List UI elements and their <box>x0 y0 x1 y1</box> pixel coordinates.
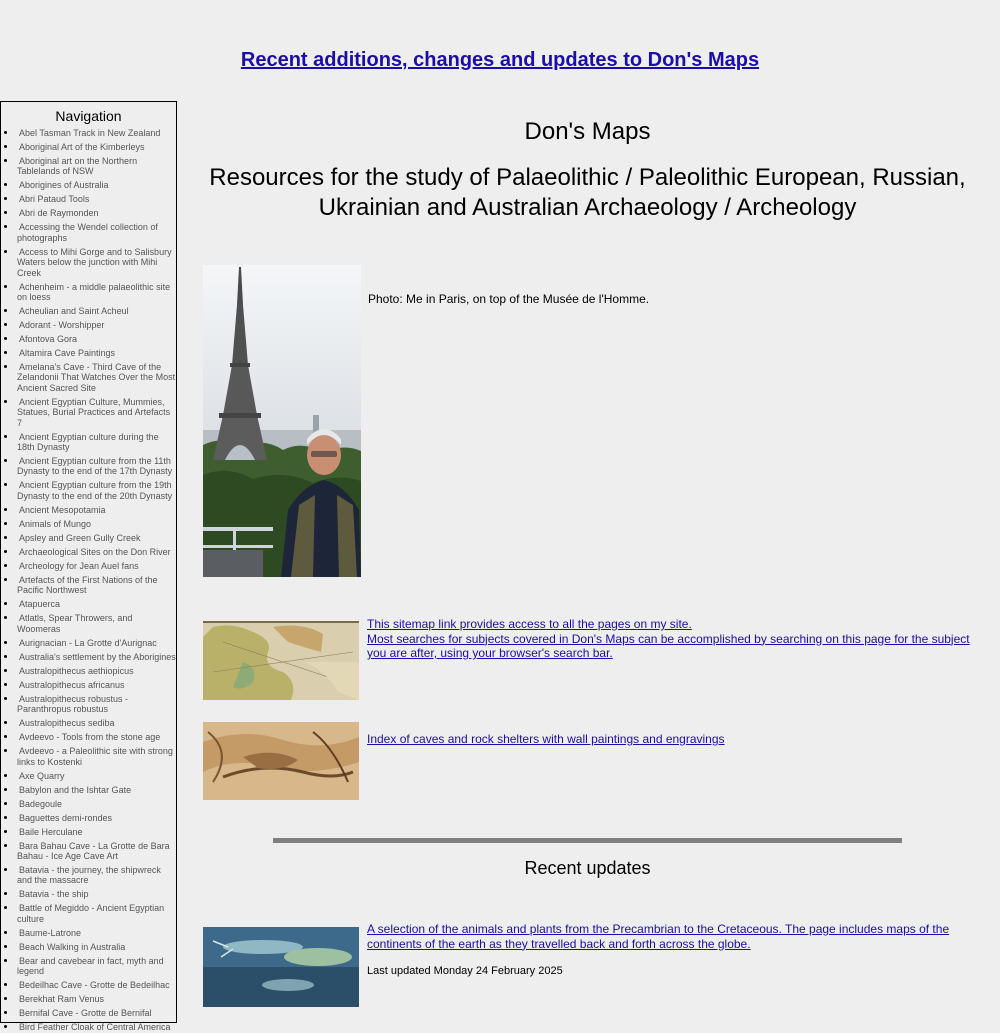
nav-list-item <box>17 694 176 715</box>
nav-list-item <box>17 334 176 344</box>
nav-link[interactable]: Aurignacian - La Grotte d'Aurignac <box>19 637 157 648</box>
nav-link[interactable]: Axe Quarry <box>19 770 65 781</box>
nav-link[interactable]: Avdeevo - a Paleolithic site with strong links to Kostenki <box>17 746 173 767</box>
update-link[interactable]: A selection of the animals and plants from the Precambrian to the Cretaceous. The page includes maps of the continents of the earth as they travelled back and forth across the globe. <box>367 922 950 951</box>
nav-list-item <box>17 194 176 204</box>
recent-updates-heading: Recent updates <box>524 858 651 878</box>
nav-list-item <box>17 208 176 218</box>
recent-additions-link[interactable]: Recent additions, changes and updates to Don's Maps <box>240 49 760 71</box>
nav-link[interactable]: Achenheim - a middle palaeolithic site on loess <box>17 281 171 303</box>
nav-link[interactable]: Abel Tasman Track in New Zealand <box>19 128 161 138</box>
cave-painting-thumbnail[interactable] <box>203 722 359 800</box>
update-date: Last updated Monday 24 February 2025 <box>367 965 563 977</box>
nav-link[interactable]: Access to Mihi Gorge and to Salisbury Waters below the junction with Mihi Creek <box>17 246 172 278</box>
nav-link[interactable]: Afontova Gora <box>19 334 78 345</box>
nav-link[interactable]: Bernifal Cave - Grotte de Bernifal <box>19 1008 152 1019</box>
nav-link[interactable]: Bear and cavebear in fact, myth and legend <box>17 955 164 977</box>
caves-index-link[interactable]: Index of caves and rock shelters with wall paintings and engravings <box>367 732 725 746</box>
nav-link[interactable]: Ancient Egyptian Culture, Mummies, Statues, Burial Practices and Artefacts 7 <box>17 396 171 428</box>
nav-list-item <box>17 519 176 529</box>
nav-list-item <box>17 718 176 728</box>
nav-list-item <box>17 180 176 190</box>
page-title: Don's Maps <box>524 118 651 145</box>
nav-list-item <box>17 865 176 886</box>
nav-link[interactable]: Babylon and the Ishtar Gate <box>19 784 132 795</box>
nav-list-item <box>17 320 176 330</box>
top-updates-heading <box>0 49 1000 72</box>
nav-list-item <box>17 956 176 977</box>
nav-list-item <box>17 156 176 177</box>
nav-link[interactable]: Abri de Raymonden <box>19 208 99 219</box>
search-hint-link[interactable]: Most searches for subjects covered in Don's Maps can be accomplished by searching on this page for the subject you are after, using your browser's search bar. <box>367 631 970 660</box>
nav-list-item <box>17 1008 176 1018</box>
nav-list-item <box>17 732 176 742</box>
nav-list-item <box>17 397 176 428</box>
nav-link[interactable]: Acheulian and Saint Acheul <box>19 306 129 317</box>
nav-link[interactable]: Baile Herculane <box>19 826 83 837</box>
nav-link[interactable]: Beach Walking in Australia <box>19 941 126 952</box>
nav-list-item <box>17 613 176 634</box>
nav-list-item <box>17 638 176 648</box>
nav-list-item <box>17 1022 176 1032</box>
eiffel-tower-photo <box>203 265 361 577</box>
nav-list-item <box>17 889 176 899</box>
nav-link[interactable]: Atlatls, Spear Throwers, and Woomeras <box>17 613 133 634</box>
nav-link[interactable]: Ancient Egyptian culture during the 18th Dynasty <box>17 431 159 453</box>
precambrian-creature-thumbnail[interactable] <box>203 927 359 1007</box>
nav-list-item <box>17 942 176 952</box>
section-divider <box>273 838 902 843</box>
nav-link[interactable]: Batavia - the ship <box>19 889 89 900</box>
nav-list-item <box>17 799 176 809</box>
nav-link[interactable]: Berekhat Ram Venus <box>19 994 105 1005</box>
nav-list-item <box>17 348 176 358</box>
nav-link[interactable]: Bara Bahau Cave - La Grotte de Bara Bahau - Ice Age Cave Art <box>17 840 170 861</box>
navigation-sidebar <box>0 101 177 1033</box>
nav-list-item <box>17 362 176 393</box>
nav-list-item <box>17 432 176 453</box>
nav-link[interactable]: Australia's settlement by the Aborigines <box>19 651 176 662</box>
nav-list-item <box>17 785 176 795</box>
nav-link[interactable]: Atapuerca <box>19 599 61 610</box>
nav-link[interactable]: Abri Pataud Tools <box>19 194 90 205</box>
nav-list-item <box>17 652 176 662</box>
nav-link[interactable]: Archaeological Sites on the Don River <box>19 546 171 557</box>
nav-link[interactable]: Baume-Latrone <box>19 927 82 938</box>
nav-link[interactable]: Amelana's Cave - Third Cave of the Zelandonii That Watches Over the Most Ancient Sacred Site <box>17 362 176 393</box>
sitemap-link[interactable]: This sitemap link provides access to all the pages on my site. <box>367 617 692 631</box>
nav-list-item <box>17 746 176 767</box>
nav-link[interactable]: Aboriginal art on the Northern Tablelands of NSW <box>17 156 138 177</box>
nav-link[interactable]: Aboriginal Art of the Kimberleys <box>19 142 145 152</box>
navigation-title: Navigation <box>55 108 122 124</box>
nav-link[interactable]: Avdeevo - Tools from the stone age <box>19 732 161 743</box>
nav-link[interactable]: Archeology for Jean Auel fans <box>19 560 139 571</box>
nav-link[interactable]: Altamira Cave Paintings <box>19 348 116 359</box>
nav-list-item <box>17 142 176 152</box>
nav-link[interactable]: Bird Feather Cloak of Central America <box>19 1022 171 1033</box>
nav-list-item <box>17 928 176 938</box>
nav-link[interactable]: Bedeilhac Cave - Grotte de Bedeilhac <box>19 980 170 991</box>
nav-list-item <box>17 561 176 571</box>
nav-link[interactable]: Baguettes demi-rondes <box>19 812 113 823</box>
nav-link[interactable]: Artefacts of the First Nations of the Pacific Northwest <box>17 574 158 596</box>
nav-list-item <box>17 575 176 596</box>
nav-list-item <box>17 903 176 924</box>
page-subtitle: Resources for the study of Palaeolithic / Paleolithic European, Russian, Ukrainian and Australian Archaeology / Archeology <box>209 164 966 221</box>
nav-list-item <box>17 247 176 278</box>
nav-list-item <box>17 680 176 690</box>
nav-link[interactable]: Apsley and Green Gully Creek <box>19 532 141 543</box>
navigation-list <box>1 128 176 1033</box>
nav-link[interactable]: Badegoule <box>19 798 63 809</box>
nav-list-item <box>17 505 176 515</box>
nav-list-item <box>17 128 176 138</box>
nav-list-item <box>17 994 176 1004</box>
nav-link[interactable]: Australopithecus robustus - Paranthropus robustus <box>17 693 129 715</box>
nav-list-item <box>17 771 176 781</box>
nav-list-item <box>17 533 176 543</box>
nav-link[interactable]: Australopithecus sediba <box>19 718 115 729</box>
nav-list-item <box>17 980 176 990</box>
nav-list-item <box>17 456 176 477</box>
nav-link[interactable]: Ancient Egyptian culture from the 11th Dynasty to the end of the 17th Dynasty <box>17 456 173 477</box>
nav-link[interactable]: Accessing the Wendel collection of photographs <box>17 222 158 243</box>
caves-index-block <box>367 732 725 746</box>
nav-link[interactable]: Animals of Mungo <box>19 518 92 529</box>
nav-list-item <box>17 480 176 501</box>
photo-caption: Photo: Me in Paris, on top of the Musée de l'Homme. <box>368 292 650 306</box>
nav-link[interactable]: Batavia - the journey, the shipwreck and the massacre <box>17 864 161 886</box>
nav-link[interactable]: Battle of Megiddo - Ancient Egyptian culture <box>17 903 165 924</box>
sitemap-link-block <box>367 617 977 661</box>
nav-list-item <box>17 222 176 243</box>
nav-list-item <box>17 841 176 862</box>
nav-list-item <box>17 599 176 609</box>
nav-link[interactable]: Australopithecus africanus <box>19 679 125 690</box>
nav-link[interactable]: Aborigines of Australia <box>19 180 109 191</box>
nav-list-item <box>17 813 176 823</box>
update-entry <box>367 922 977 951</box>
nav-list-item <box>17 306 176 316</box>
nav-list-item <box>17 666 176 676</box>
nav-link[interactable]: Australopithecus aethiopicus <box>19 665 134 676</box>
nav-link[interactable]: Ancient Egyptian culture from the 19th Dynasty to the end of the 20th Dynasty <box>17 480 173 501</box>
nav-list-item <box>17 282 176 303</box>
nav-list-item <box>17 547 176 557</box>
nav-link[interactable]: Adorant - Worshipper <box>19 320 105 331</box>
antique-map-thumbnail[interactable] <box>203 622 359 700</box>
nav-list-item <box>17 827 176 837</box>
nav-link[interactable]: Ancient Mesopotamia <box>19 504 106 515</box>
